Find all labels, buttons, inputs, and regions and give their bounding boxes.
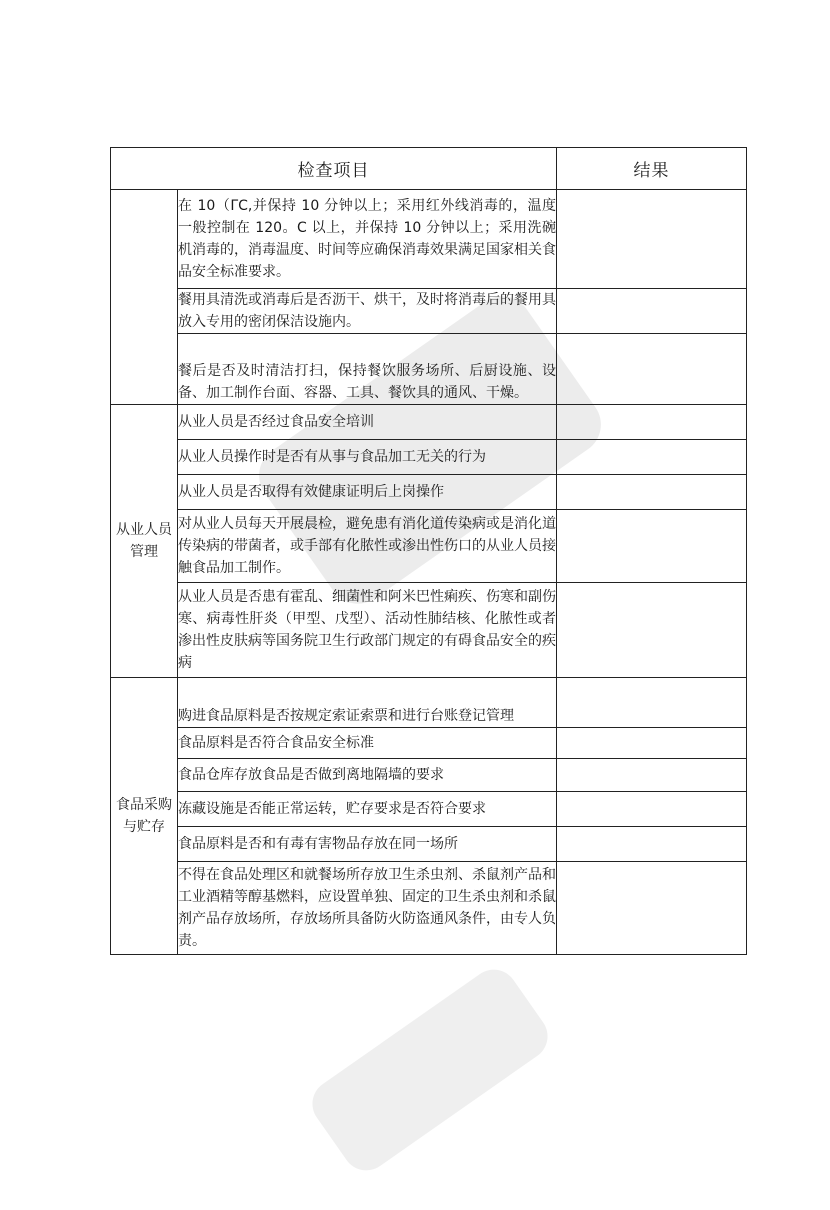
item-cell: 餐后是否及时清洁打扫，保持餐饮服务场所、后厨设施、设备、加工制作台面、容器、工具、餐饮具的通风、干燥。 — [178, 334, 557, 405]
item-cell: 食品原料是否符合食品安全标准 — [178, 728, 557, 759]
category-cell: 从业人员管理 — [111, 405, 178, 678]
result-cell[interactable] — [557, 405, 747, 440]
result-cell[interactable] — [557, 510, 747, 583]
result-cell[interactable] — [557, 190, 747, 289]
item-cell: 食品仓库存放食品是否做到离地隔墙的要求 — [178, 759, 557, 792]
table-row — [111, 678, 747, 728]
item-cell: 购进食品原料是否按规定索证索票和进行台账登记管理 — [178, 678, 557, 728]
result-cell[interactable] — [557, 792, 747, 827]
result-cell[interactable] — [557, 289, 747, 334]
item-cell: 餐用具清洗或消毒后是否沥干、烘干，及时将消毒后的餐用具放入专用的密闭保洁设施内。 — [178, 289, 557, 334]
table-row — [111, 334, 747, 405]
table-row — [111, 827, 747, 862]
item-cell: 从业人员操作时是否有从事与食品加工无关的行为 — [178, 440, 557, 475]
table-row — [111, 583, 747, 678]
result-cell[interactable] — [557, 862, 747, 955]
item-cell: 从业人员是否患有霍乱、细菌性和阿米巴性痢疾、伤寒和副伤寒、病毒性肝炎（甲型、戊型）、活动性肺结核、化脓性或者渗出性皮肤病等国务院卫生行政部门规定的有碍食品安全的疾病 — [178, 583, 557, 678]
table-row — [111, 440, 747, 475]
category-cell — [111, 190, 178, 405]
result-cell[interactable] — [557, 759, 747, 792]
header-result: 结果 — [557, 148, 747, 190]
result-cell[interactable] — [557, 583, 747, 678]
table-row — [111, 510, 747, 583]
result-cell[interactable] — [557, 334, 747, 405]
result-cell[interactable] — [557, 678, 747, 728]
watermark — [278, 930, 583, 1210]
table-row — [111, 289, 747, 334]
category-cell: 食品采购与贮存 — [111, 678, 178, 955]
table-row — [111, 728, 747, 759]
table-row — [111, 190, 747, 289]
table-row — [111, 759, 747, 792]
result-cell[interactable] — [557, 475, 747, 510]
table-row — [111, 475, 747, 510]
item-cell: 食品原料是否和有毒有害物品存放在同一场所 — [178, 827, 557, 862]
result-cell[interactable] — [557, 440, 747, 475]
inspection-table — [110, 147, 747, 955]
item-cell: 对从业人员每天开展晨检，避免患有消化道传染病或是消化道传染病的带菌者，或手部有化脓性或渗出性伤口的从业人员接触食品加工制作。 — [178, 510, 557, 583]
table-row — [111, 862, 747, 955]
table-row — [111, 792, 747, 827]
item-cell: 冻藏设施是否能正常运转，贮存要求是否符合要求 — [178, 792, 557, 827]
item-cell: 不得在食品处理区和就餐场所存放卫生杀虫剂、杀鼠剂产品和工业酒精等醇基燃料，应设置单独、固定的卫生杀虫剂和杀鼠剂产品存放场所，存放场所具备防火防盗通风条件，由专人负责。 — [178, 862, 557, 955]
result-cell[interactable] — [557, 827, 747, 862]
table-row — [111, 405, 747, 440]
header-item: 检查项目 — [111, 148, 557, 190]
result-cell[interactable] — [557, 728, 747, 759]
item-cell: 从业人员是否经过食品安全培训 — [178, 405, 557, 440]
item-cell: 在 10（ΓC,并保持 10 分钟以上；采用红外线消毒的，温度一般控制在 120。C 以上，并保持 10 分钟以上；采用洗碗机消毒的，消毒温度、时间等应确保消毒效果满足国家相关食品安全标准要求。 — [178, 190, 557, 289]
item-cell: 从业人员是否取得有效健康证明后上岗操作 — [178, 475, 557, 510]
header-row — [111, 148, 747, 190]
